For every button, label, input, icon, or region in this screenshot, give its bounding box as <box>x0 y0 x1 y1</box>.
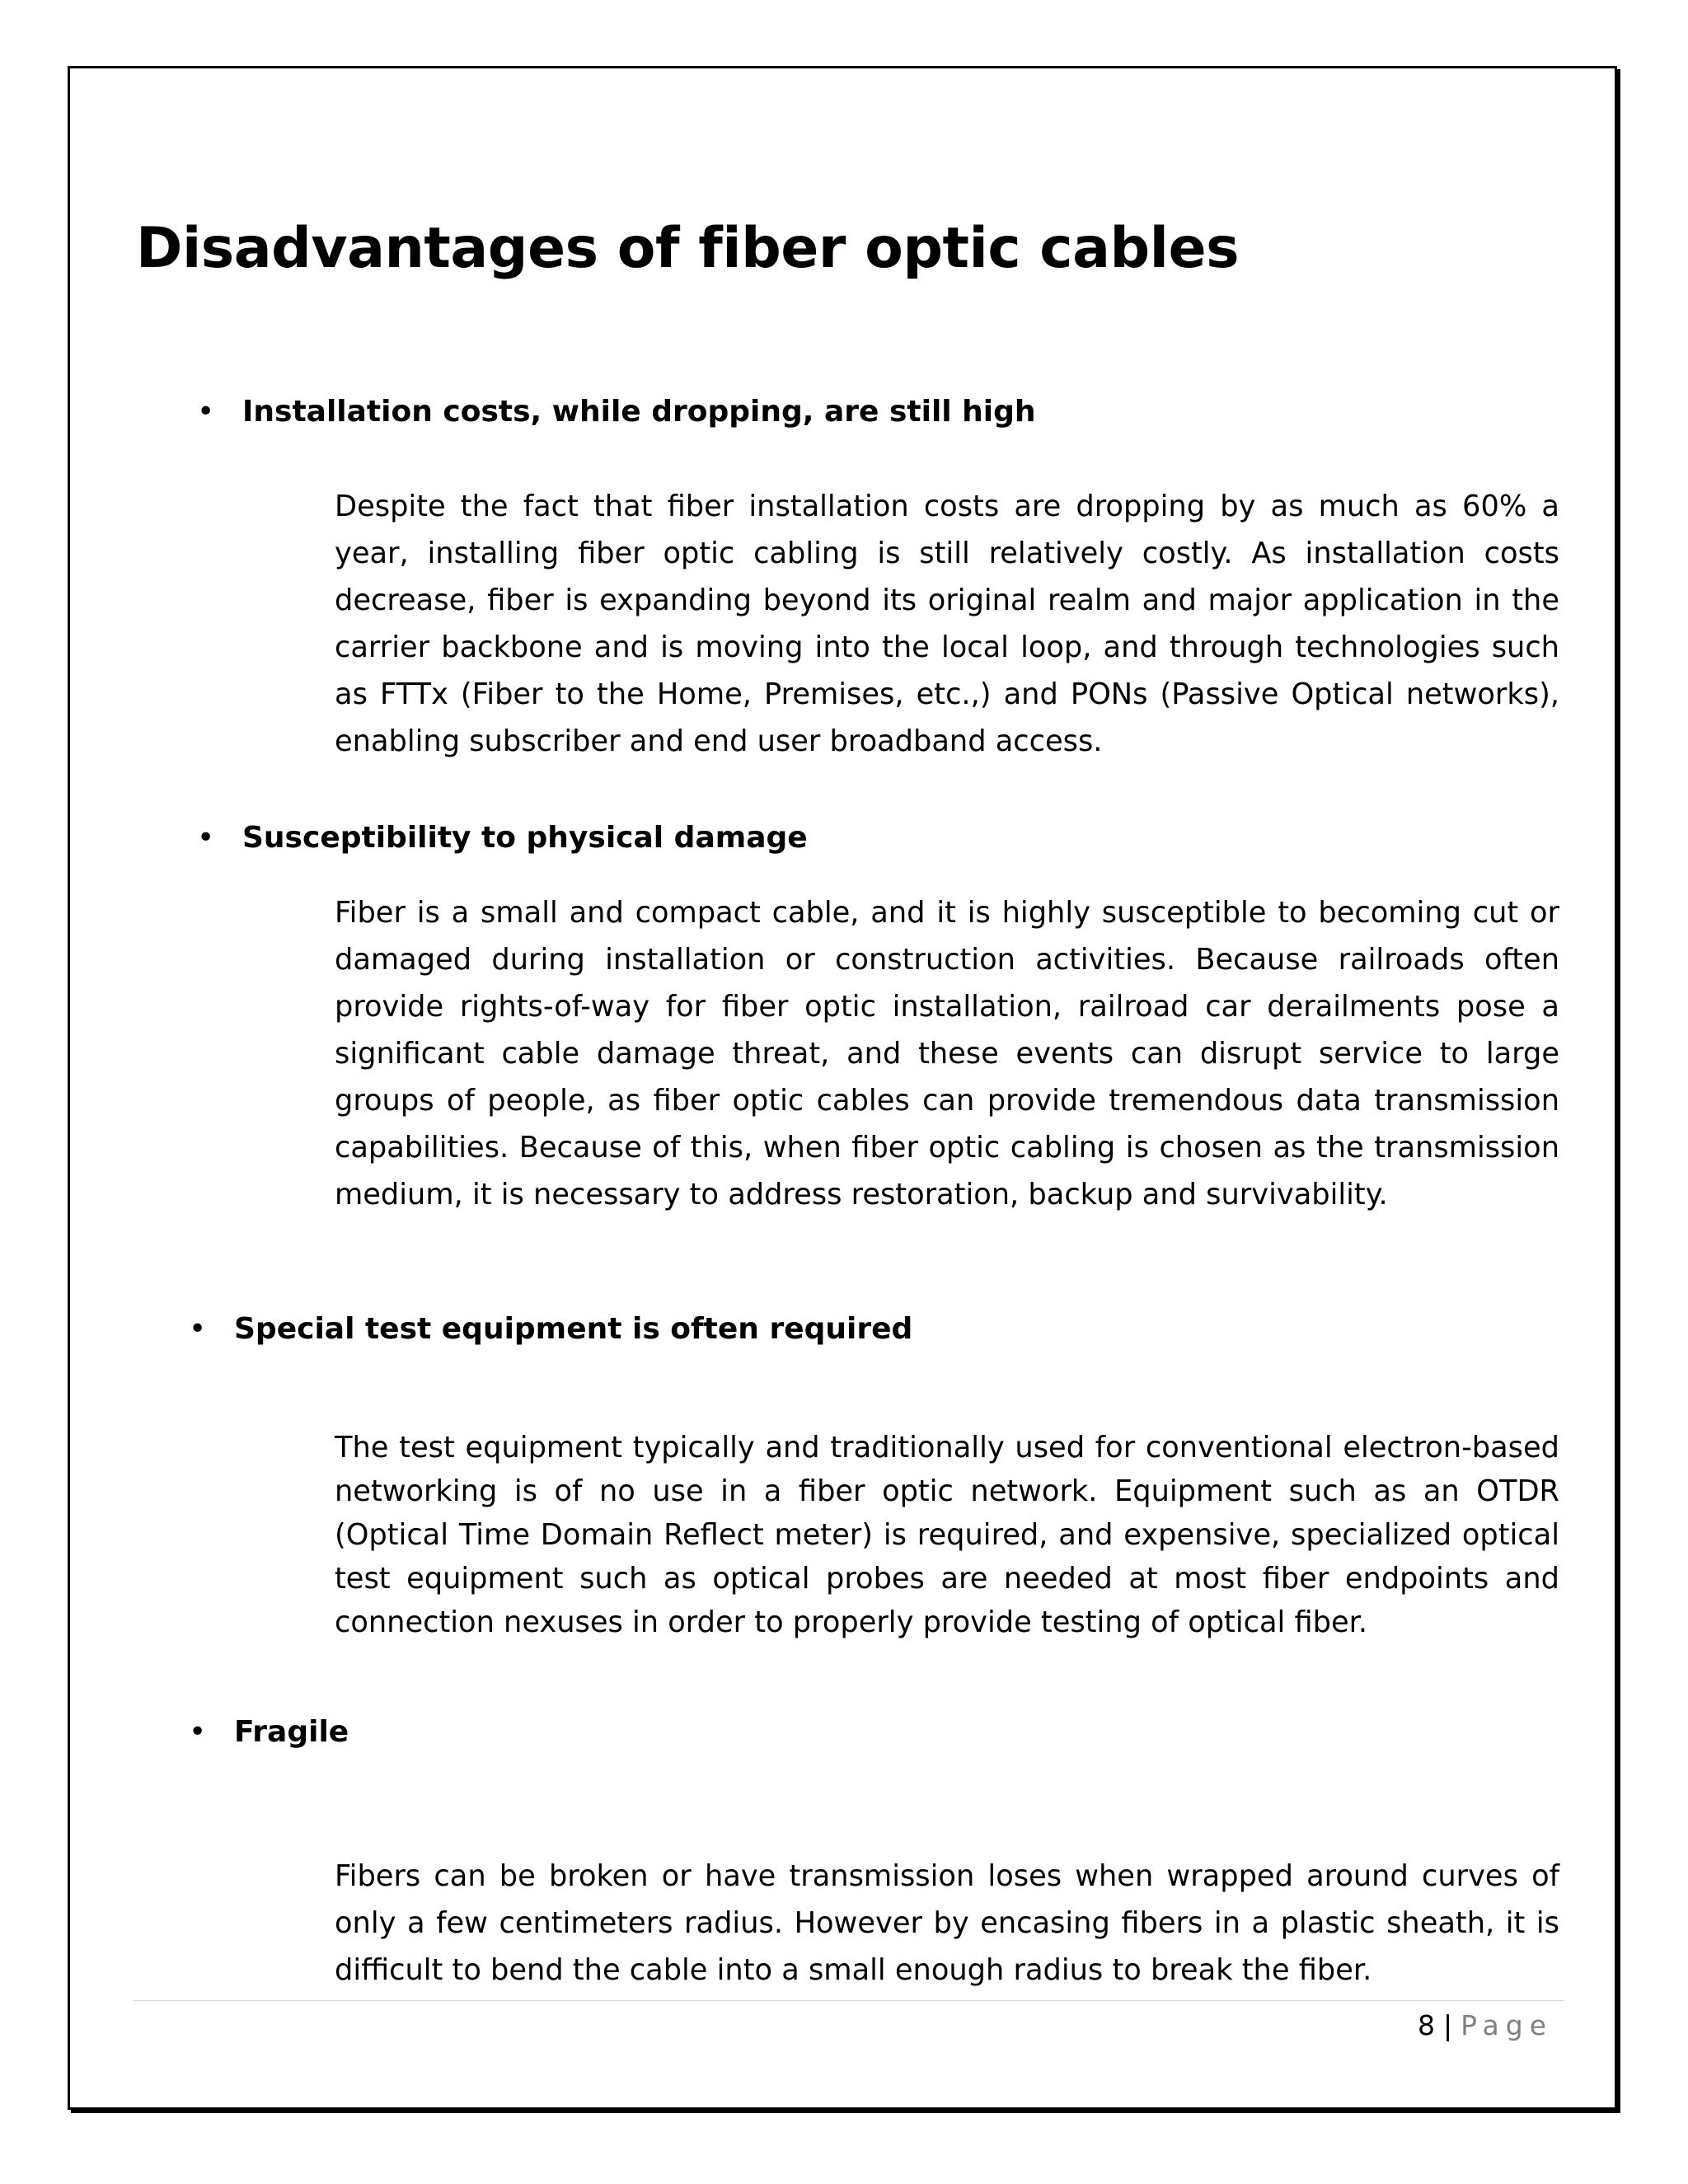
section-heading: Fragile <box>234 1715 349 1749</box>
paragraph-installation-costs: Despite the fact that fiber installation costs are dropping by as much as 60% a year, installing fiber optic cabling is still relatively costly. As installation costs decrease, fiber is expanding beyond its original realm and major application in the carrier backbone and is moving into the local loop, and through technologies such as FTTx (Fiber to the Home, Premises, etc.,) and PONs (Passive Optical networks), enabling subscriber and end user broadband access. <box>335 490 1559 758</box>
footer-separator: | <box>1442 2009 1453 2041</box>
bullet-heading-physical-damage <box>197 820 808 855</box>
bullet-dot: • <box>189 1715 207 1749</box>
paragraph-fragile: Fibers can be broken or have transmission loses when wrapped around curves of only a few centimeters radius. However by encasing fibers in a plastic sheath, it is difficult to bend the cable into a small enough radius to break the fiber. <box>335 1859 1559 1987</box>
bullet-heading-fragile <box>189 1714 349 1750</box>
paragraph-test-equipment: The test equipment typically and traditionally used for conventional electron-based networking is of no use in a fiber optic network. Equipment such as an OTDR (Optical Time Domain Reflect meter) is required, and expensive, specialized optical test equipment such as optical probes are needed at most fiber endpoints and connection nexuses in order to properly provide testing of optical fiber. <box>335 1431 1559 1639</box>
bullet-dot: • <box>189 1312 207 1346</box>
section-heading: Installation costs, while dropping, are still high <box>242 395 1036 429</box>
bullet-heading-test-equipment <box>189 1311 913 1347</box>
paragraph-physical-damage: Fiber is a small and compact cable, and it is highly susceptible to becoming cut or damaged during installation or construction activities. Because railroads often provide rights-of-way for fiber optic installation, railroad car derailments pose a significant cable damage threat, and these events can disrupt service to large groups of people, as fiber optic cables can provide tremendous data transmission capabilities. Because of this, when fiber optic cabling is chosen as the transmission medium, it is necessary to address restoration, backup and survivability. <box>335 896 1559 1212</box>
bullet-dot: • <box>197 821 215 855</box>
page-title: Disadvantages of fiber optic cables <box>136 216 1240 281</box>
page-number: 8 <box>1417 2009 1435 2041</box>
section-heading: Special test equipment is often required <box>234 1312 913 1346</box>
bullet-heading-installation-costs <box>197 394 1036 429</box>
section-heading: Susceptibility to physical damage <box>242 821 808 855</box>
page-footer <box>1418 2009 1553 2041</box>
footer-rule <box>134 2000 1564 2001</box>
bullet-dot: • <box>197 395 215 429</box>
page-label: Page <box>1461 2009 1553 2041</box>
